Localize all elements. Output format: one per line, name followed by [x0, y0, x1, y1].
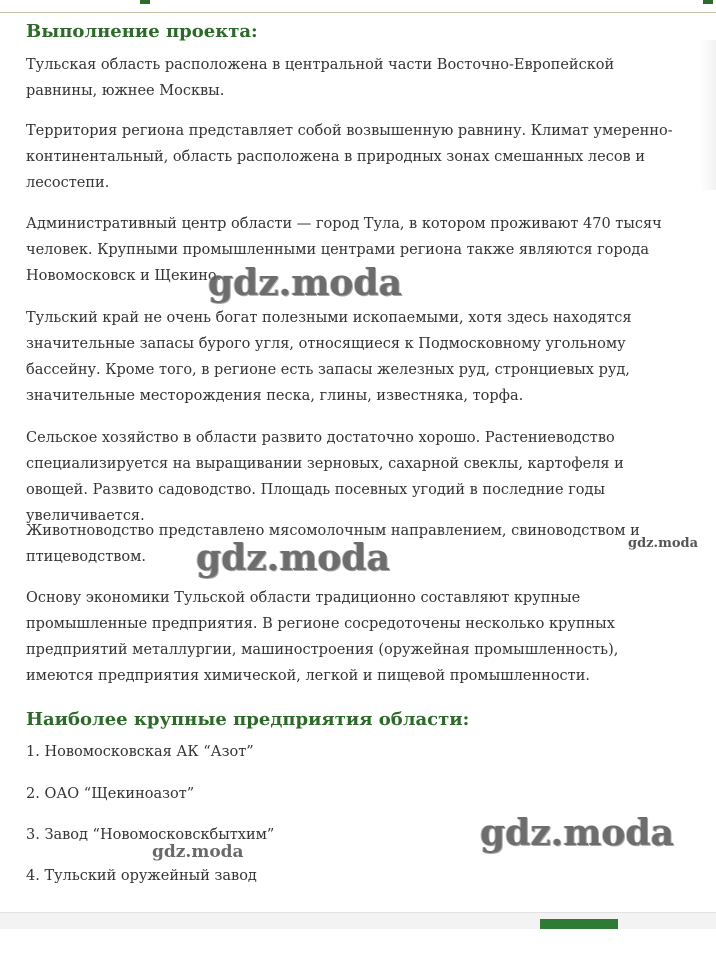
top-bar [0, 0, 716, 13]
watermark: gdz.moda [208, 262, 402, 304]
paragraph-territory: Территория региона представляет собой возвышенную равнину. Климат умеренно-континентальный, область расположена в природных зонах смешанных лесов и лесостепи. [26, 123, 673, 191]
paragraph-admin-center: Административный центр области — город Тула, в котором проживают 470 тысяч человек. Крупными промышленными центрами региона также являются города Новомосковск и Щекино. [26, 216, 662, 284]
enterprise-item: 2. ОАО “Щекиноазот” [26, 786, 195, 802]
enterprises-heading: Наиболее крупные предприятия области: [26, 709, 470, 730]
enterprise-item: 3. Завод “Новомосковскбытхим” [26, 827, 275, 843]
paragraph-agriculture: Сельское хозяйство в области развито достаточно хорошо. Растениеводство специализируется на выращивании зерновых, сахарной свеклы, картофеля и овощей. Развито садоводство. Площадь посевных угодий в последние годы увеличивается. [26, 430, 624, 524]
section-heading: Выполнение проекта: [26, 21, 258, 42]
paragraph-economy: Основу экономики Тульской области традиционно составляют крупные промышленные предприятия. В регионе сосредоточены несколько крупных предприятий металлургии, машиностроения (оружейная промышленность), имеются предприятия химической, легкой и пищевой промышленности. [26, 590, 619, 684]
watermark: gdz.moda [196, 537, 390, 579]
paragraph-minerals: Тульский край не очень богат полезными ископаемыми, хотя здесь находятся значительные запасы бурого угля, относящиеся к Подмосковному угольному бассейну. Кроме того, в регионе есть запасы железных руд, стронциевых руд, значительные месторождения песка, глины, известняка, торфа. [26, 310, 632, 404]
sidebar-edge [700, 40, 716, 190]
enterprise-item: 1. Новомосковская АК “Азот” [26, 744, 254, 760]
watermark: gdz.moda [628, 536, 699, 551]
bottom-action-button[interactable] [540, 919, 618, 929]
watermark: gdz.moda [480, 812, 674, 854]
paragraph-location: Тульская область расположена в центральной части Восточно-Европейской равнины, южнее Москвы. [26, 57, 615, 99]
top-bar-accent [140, 0, 150, 4]
watermark: gdz.moda [152, 842, 244, 862]
bottom-bar [0, 912, 716, 929]
enterprise-item: 4. Тульский оружейный завод [26, 868, 257, 884]
top-bar-accent-right [703, 0, 713, 4]
paragraph-livestock: Животноводство представлено мясомолочным направлением, свиноводством и птицеводством. [26, 523, 640, 565]
